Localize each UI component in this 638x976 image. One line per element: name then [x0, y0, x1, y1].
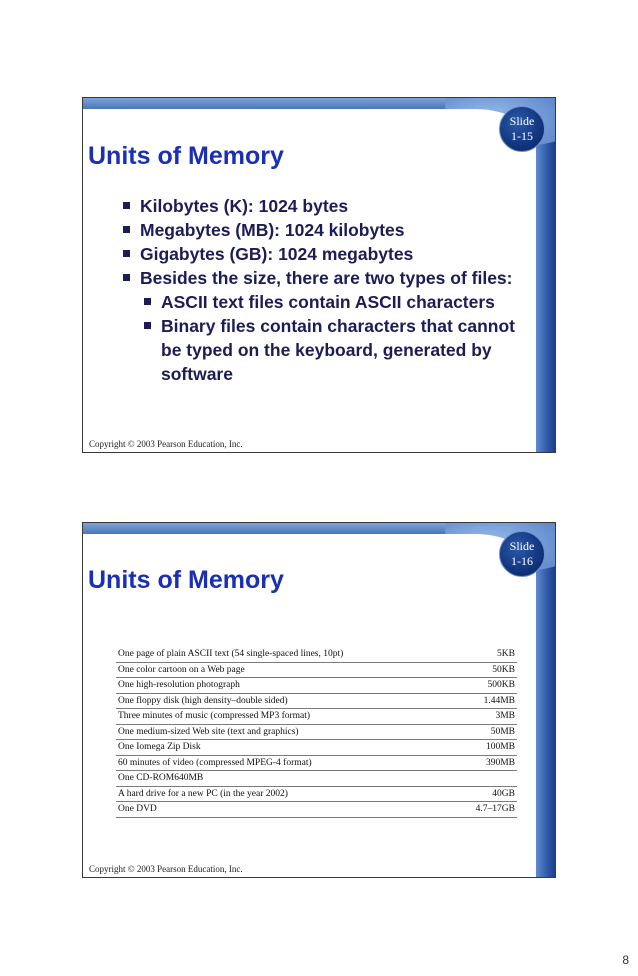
row-item: One color cartoon on a Web page	[116, 662, 432, 678]
sub-bullet-item: ASCII text files contain ASCII characters	[144, 290, 523, 314]
slide-title: Units of Memory	[88, 566, 284, 594]
table-row	[116, 740, 517, 756]
table-row	[116, 724, 517, 740]
copyright-notice: Copyright © 2003 Pearson Education, Inc.	[89, 864, 243, 874]
page-number: 8	[622, 953, 629, 967]
row-size: 1.44MB	[432, 693, 517, 709]
row-size: 50MB	[432, 724, 517, 740]
table-row	[116, 755, 517, 771]
row-size: 100MB	[432, 740, 517, 756]
sub-bullet-item: Binary files contain characters that cannot be typed on the keyboard, generated by software	[144, 314, 523, 386]
bullet-item: Gigabytes (GB): 1024 megabytes	[123, 242, 523, 266]
row-item: One DVD	[116, 802, 432, 818]
table-row	[116, 709, 517, 725]
table-row	[116, 802, 517, 818]
slide-number-badge	[499, 106, 545, 152]
slide-right-bar	[536, 523, 555, 877]
row-item: 60 minutes of video (compressed MPEG-4 format)	[116, 755, 432, 771]
memory-size-table	[116, 647, 517, 818]
row-size: 500KB	[432, 678, 517, 694]
bullet-list	[123, 194, 523, 386]
bullet-item: Kilobytes (K): 1024 bytes	[123, 194, 523, 218]
row-size	[432, 771, 517, 787]
row-size: 50KB	[432, 662, 517, 678]
row-item: One page of plain ASCII text (54 single-spaced lines, 10pt)	[116, 647, 432, 662]
table-row	[116, 647, 517, 662]
slide-number-badge	[499, 531, 545, 577]
table-row	[116, 693, 517, 709]
badge-number: 1-15	[511, 129, 533, 143]
row-item: One floppy disk (high density–double sided)	[116, 693, 432, 709]
table-row	[116, 786, 517, 802]
badge-label: Slide	[509, 539, 535, 553]
slide-1-15	[82, 97, 556, 453]
table-row	[116, 678, 517, 694]
row-item: Three minutes of music (compressed MP3 format)	[116, 709, 432, 725]
row-size: 4.7–17GB	[432, 802, 517, 818]
row-size: 5KB	[432, 647, 517, 662]
bullet-item: Megabytes (MB): 1024 kilobytes	[123, 218, 523, 242]
row-size: 390MB	[432, 755, 517, 771]
slide-right-bar	[536, 98, 555, 452]
row-item: One high-resolution photograph	[116, 678, 432, 694]
row-item: One Iomega Zip Disk	[116, 740, 432, 756]
bullet-item: Besides the size, there are two types of files:	[123, 266, 523, 290]
row-item: A hard drive for a new PC (in the year 2002)	[116, 786, 432, 802]
table-row	[116, 771, 517, 787]
badge-label: Slide	[509, 114, 535, 128]
slide-1-16	[82, 522, 556, 878]
row-item: One CD-ROM640MB	[116, 771, 432, 787]
row-size: 40GB	[432, 786, 517, 802]
table-row	[116, 662, 517, 678]
copyright-notice: Copyright © 2003 Pearson Education, Inc.	[89, 439, 243, 449]
badge-number: 1-16	[511, 554, 533, 568]
row-size: 3MB	[432, 709, 517, 725]
slide-title: Units of Memory	[88, 142, 284, 170]
row-item: One medium-sized Web site (text and graphics)	[116, 724, 432, 740]
